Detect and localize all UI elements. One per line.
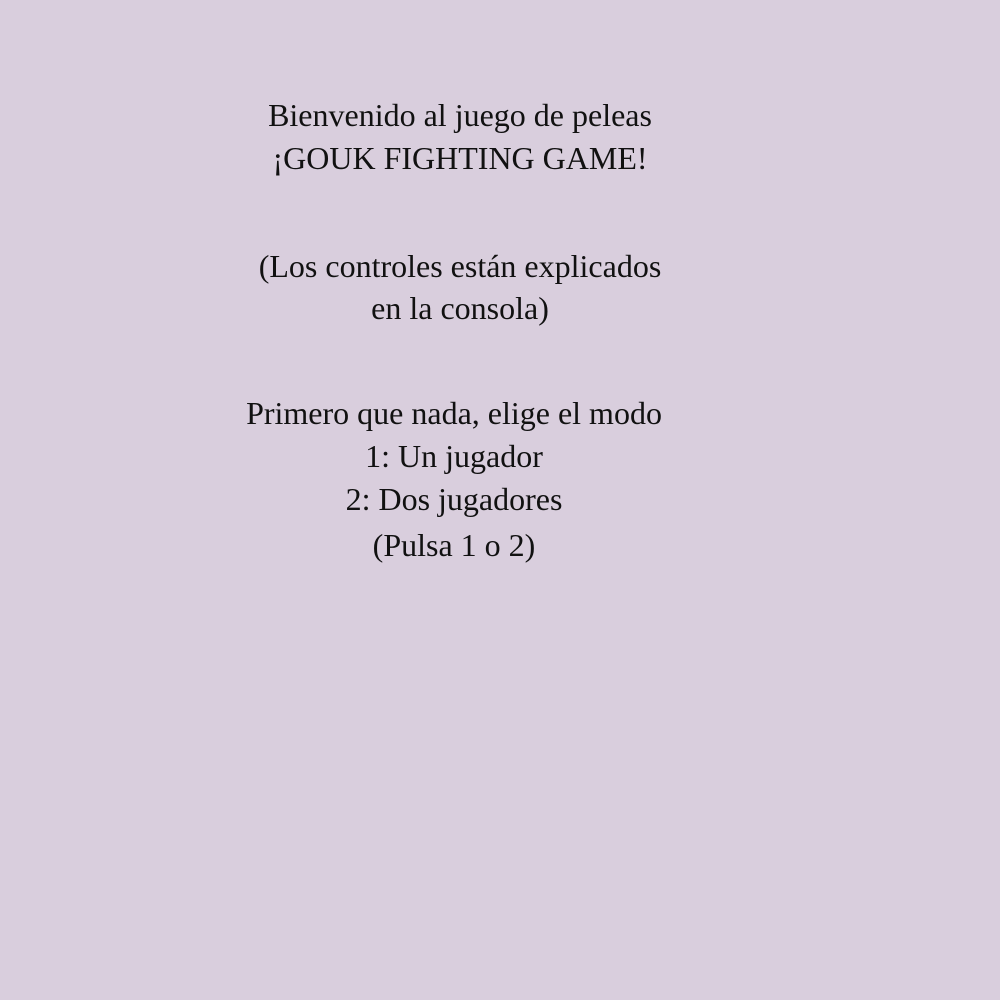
- key-press-hint: (Pulsa 1 o 2): [372, 527, 536, 563]
- mode-option-two-players: 2: Dos jugadores: [345, 481, 563, 517]
- game-title: ¡GOUK FIGHTING GAME!: [272, 140, 648, 176]
- mode-option-single-player: 1: Un jugador: [365, 438, 543, 474]
- controls-note-line-1: (Los controles están explicados: [258, 248, 662, 284]
- controls-note-line-2: en la consola): [371, 290, 549, 326]
- mode-select-prompt: Primero que nada, elige el modo: [246, 395, 662, 431]
- welcome-text: Bienvenido al juego de peleas: [268, 97, 652, 133]
